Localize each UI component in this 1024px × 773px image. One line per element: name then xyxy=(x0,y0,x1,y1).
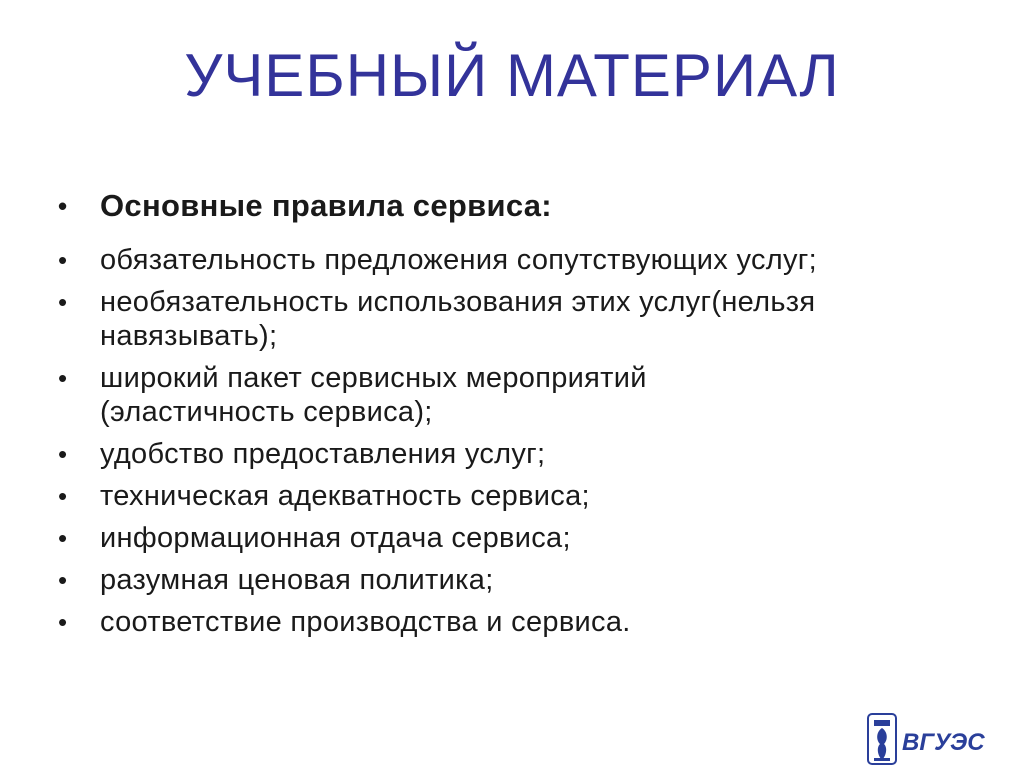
bullet-text: соответствие производства и сервиса. xyxy=(100,606,631,638)
university-logo xyxy=(866,712,986,768)
bullet-text: удобство предоставления услуг; xyxy=(100,438,546,470)
bullet-item xyxy=(58,479,958,513)
bullet-text: обязательность предложения сопутствующих услуг; xyxy=(100,244,817,276)
bullet-item xyxy=(58,437,958,471)
bullet-text: Основные правила сервиса: xyxy=(100,188,552,223)
bullet-dot-icon: • xyxy=(58,523,68,553)
bullet-text: техническая адекватность сервиса; xyxy=(100,480,590,512)
bullet-dot-icon: • xyxy=(58,245,68,275)
bullet-dot-icon: • xyxy=(58,363,68,393)
bullet-text: необязательность использования этих услуг(нельзя навязывать); xyxy=(100,286,816,352)
bullet-dot-icon: • xyxy=(58,607,68,637)
bullet-text: разумная ценовая политика; xyxy=(100,564,494,596)
slide-title: УЧЕБНЫЙ МАТЕРИАЛ xyxy=(184,42,840,109)
bullet-item-heading xyxy=(58,178,958,234)
logo-wordmark: ВГУЭС xyxy=(902,729,985,756)
bullet-item xyxy=(58,563,958,597)
university-emblem-icon xyxy=(868,714,896,764)
bullet-item xyxy=(58,521,958,555)
bullet-dot-icon: • xyxy=(58,565,68,595)
bullet-list xyxy=(58,178,958,647)
bullet-text: широкий пакет сервисных мероприятий (эластичность сервиса); xyxy=(100,362,647,428)
bullet-item xyxy=(58,361,758,429)
bullet-item xyxy=(58,605,958,639)
bullet-dot-icon: • xyxy=(58,439,68,469)
bullet-dot-icon: • xyxy=(58,191,68,221)
bullet-dot-icon: • xyxy=(58,287,68,317)
bullet-text: информационная отдача сервиса; xyxy=(100,522,571,554)
bullet-dot-icon: • xyxy=(58,481,68,511)
bullet-item xyxy=(58,285,938,353)
bullet-item xyxy=(58,243,958,277)
